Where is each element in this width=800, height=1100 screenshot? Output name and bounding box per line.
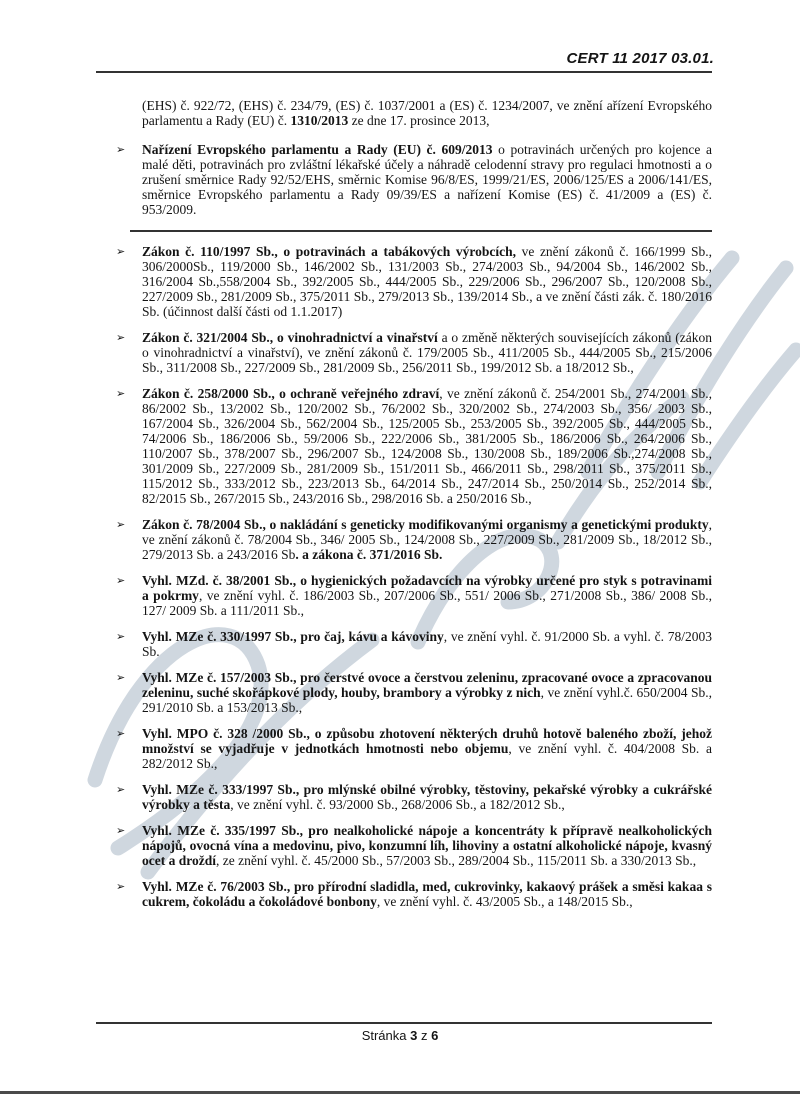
list-item xyxy=(116,629,712,659)
document-body xyxy=(116,98,712,920)
bullet-arrow-icon: ➢ xyxy=(116,727,126,740)
section-divider xyxy=(130,230,712,232)
list-item-text: Vyhl. MZd. č. 38/2001 Sb., o hygienických požadavcích na výrobky určené pro styk s potravinami a pokrmy, ve znění vyhl. č. 186/2003 Sb., 207/2006 Sb., 551/ 2006 Sb., 271/2008 Sb., 386/ 2008 Sb., 127/ 2009 Sb. a 111/2011 Sb., xyxy=(142,573,712,618)
list-item xyxy=(116,386,712,506)
bullet-arrow-icon: ➢ xyxy=(116,387,126,400)
eu-regulations-list xyxy=(116,142,712,217)
bullet-arrow-icon: ➢ xyxy=(116,783,126,796)
list-item xyxy=(116,726,712,771)
list-item-text: Nařízení Evropského parlamentu a Rady (EU) č. 609/2013 o potravinách určených pro kojence a malé děti, potravinách pro zvláštní lékařské účely a náhradě celodenní stravy pro regulaci hmotnosti a o zrušení směrnice Rady 92/52/EHS, směrnic Komise 96/8/ES, 1999/21/ES, 2006/125/ES a 2006/141/ES, směrnice Evropského parlamentu a Rady 09/39/ES a nařízení Komise (ES) č. 41/2009 a (ES) č. 953/2009. xyxy=(142,142,712,217)
list-item-text: Zákon č. 258/2000 Sb., o ochraně veřejného zdraví, ve znění zákonů č. 254/2001 Sb., 274/2001 Sb., 86/2002 Sb., 13/2002 Sb., 120/2002 Sb., 76/2002 Sb., 320/2002 Sb., 274/2003 Sb., 356/ 2003 Sb., 167/2004 Sb., 326/2004 Sb., 562/2004 Sb., 125/2005 Sb., 253/2005 Sb., 392/2005 Sb., 444/2005 Sb., 74/2006 Sb., 186/2006 Sb., 59/2006 Sb., 222/2006 Sb., 381/2005 Sb., 186/2006 Sb., 264/2006 Sb., 110/2007 Sb., 378/2007 Sb., 296/2007 Sb., 124/2008 Sb., 130/2008 Sb., 189/2006 Sb.,274/2008 Sb., 301/2009 Sb., 227/2009 Sb., 281/2009 Sb., 151/2011 Sb., 466/2011 Sb., 298/2011 Sb., 375/2011 Sb., 115/2012 Sb., 333/2012 Sb., 223/2013 Sb., 64/2014 Sb., 247/2014 Sb., 250/2014 Sb., 252/2014 Sb., 82/2015 Sb., 267/2015 Sb., 243/2016 Sb., 298/2016 Sb. a 250/2016 Sb., xyxy=(142,386,712,506)
bullet-arrow-icon: ➢ xyxy=(116,143,126,156)
list-item xyxy=(116,670,712,715)
list-item-text: Vyhl. MPO č. 328 /2000 Sb., o způsobu zhotovení některých druhů hotově baleného zboží, jehož množství se vyjadřuje v jednotkách hmotnosti nebo objemu, ve znění vyhl. č. 404/2008 Sb. a 282/2012 Sb., xyxy=(142,726,712,771)
list-item-text: Vyhl. MZe č. 76/2003 Sb., pro přírodní sladidla, med, cukrovinky, kakaový prášek a směsi kakaa s cukrem, čokoládu a čokoládové bonbony, ve znění vyhl. č. 43/2005 Sb., a 148/2015 Sb., xyxy=(142,879,712,909)
list-item xyxy=(116,823,712,868)
list-item xyxy=(116,879,712,909)
bullet-arrow-icon: ➢ xyxy=(116,331,126,344)
list-item-text: Vyhl. MZe č. 333/1997 Sb., pro mlýnské obilné výrobky, těstoviny, pekařské výrobky a cukrářské výrobky a těsta, ve znění vyhl. č. 93/2000 Sb., 268/2006 Sb., a 182/2012 Sb., xyxy=(142,782,712,812)
list-item-text: Vyhl. MZe č. 330/1997 Sb., pro čaj, kávu a kávoviny, ve znění vyhl. č. 91/2000 Sb. a vyhl. č. 78/2003 Sb. xyxy=(142,629,712,659)
list-item xyxy=(116,517,712,562)
document-code: CERT 11 2017 03.01. xyxy=(566,50,714,67)
bullet-arrow-icon: ➢ xyxy=(116,630,126,643)
bullet-arrow-icon: ➢ xyxy=(116,671,126,684)
list-item-text: Zákon č. 321/2004 Sb., o vinohradnictví a vinařství a o změně některých souvisejících zákonů (zákon o vinohradnictví a vinařství), ve znění zákonů č. 179/2005 Sb., 411/2005 Sb., 444/2005 Sb., 215/2006 Sb., 311/2008 Sb., 227/2009 Sb., 281/2009 Sb., 256/2011 Sb., 199/2012 Sb. a 18/2012 Sb., xyxy=(142,330,712,375)
footer-divider xyxy=(96,1022,712,1024)
page-number: Stránka 3 z 6 xyxy=(361,1028,439,1043)
list-item-text: Zákon č. 78/2004 Sb., o nakládání s geneticky modifikovanými organismy a genetickými produkty, ve znění zákonů č. 78/2004 Sb., 346/ 2005 Sb., 124/2008 Sb., 227/2009 Sb., 281/2009 Sb., 18/2012 Sb., 279/2013 Sb. a 243/2016 Sb. a zákona č. 371/2016 Sb. xyxy=(142,517,712,562)
bullet-arrow-icon: ➢ xyxy=(116,880,126,893)
bullet-arrow-icon: ➢ xyxy=(116,574,126,587)
list-item xyxy=(116,782,712,812)
list-item xyxy=(116,573,712,618)
national-laws-list xyxy=(116,244,712,909)
bullet-arrow-icon: ➢ xyxy=(116,824,126,837)
header-divider xyxy=(96,71,712,73)
list-item xyxy=(116,142,712,217)
list-item xyxy=(116,244,712,319)
list-item xyxy=(116,330,712,375)
page-bottom-edge xyxy=(0,1091,800,1094)
list-item-text: Vyhl. MZe č. 157/2003 Sb., pro čerstvé ovoce a čerstvou zeleninu, zpracované ovoce a zpracovanou zeleninu, suché skořápkové plody, houby, brambory a výrobky z nich, ve znění vyhl.č. 650/2004 Sb., 291/2010 Sb. a 153/2013 Sb., xyxy=(142,670,712,715)
bullet-arrow-icon: ➢ xyxy=(116,518,126,531)
intro-paragraph: (EHS) č. 922/72, (EHS) č. 234/79, (ES) č. 1037/2001 a (ES) č. 1234/2007, ve znění ařízení Evropského parlamentu a Rady (EU) č. 1310/2013 ze dne 17. prosince 2013, xyxy=(142,98,712,128)
list-item-text: Zákon č. 110/1997 Sb., o potravinách a tabákových výrobcích, ve znění zákonů č. 166/1999 Sb., 306/2000Sb., 119/2000 Sb., 146/2002 Sb., 131/2003 Sb., 274/2003 Sb., 94/2004 Sb., 146/2002 Sb., 316/2004 Sb.,558/2004 Sb., 392/2005 Sb., 444/2005 Sb., 229/2006 Sb., 296/2007 Sb., 120/2008 Sb., 227/2009 Sb., 281/2009 Sb., 375/2011 Sb., 279/2013 Sb., 139/2014 Sb., a ve znění části zák. č. 180/2016 Sb. (účinnost další části od 1.1.2017) xyxy=(142,244,712,319)
bullet-arrow-icon: ➢ xyxy=(116,245,126,258)
list-item-text: Vyhl. MZe č. 335/1997 Sb., pro nealkoholické nápoje a koncentráty k přípravě nealkoholických nápojů, ovocná vína a medovinu, pivo, konzumní líh, lihoviny a ostatní alkoholické nápoje, kvasný ocet a droždí, ze znění vyhl. č. 45/2000 Sb., 57/2003 Sb., 289/2004 Sb., 115/2011 Sb. a 330/2013 Sb., xyxy=(142,823,712,868)
